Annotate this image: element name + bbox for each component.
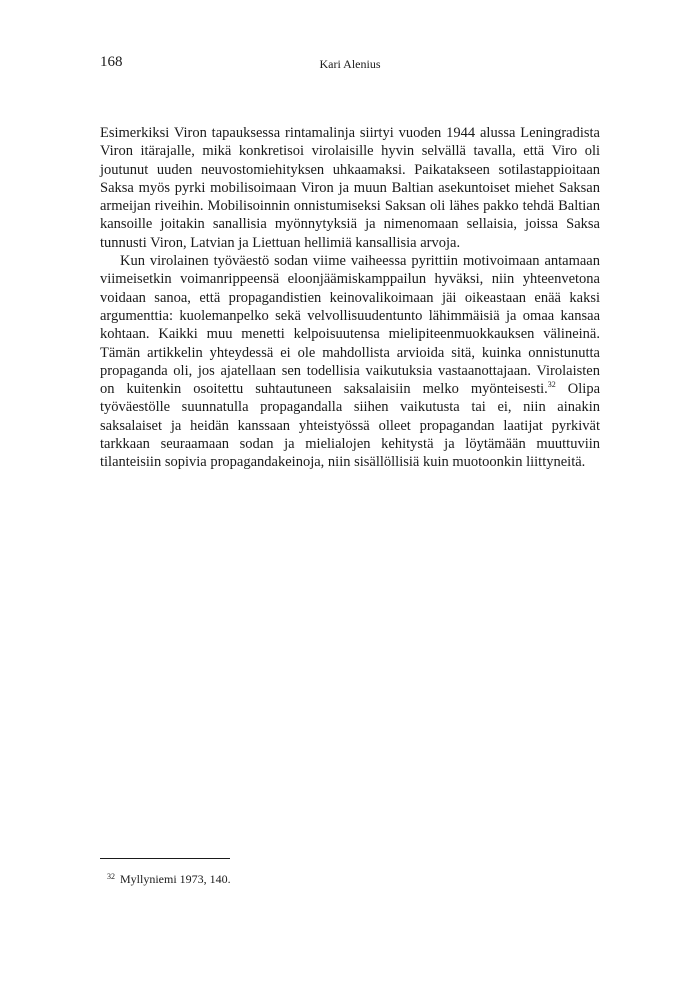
paragraph: Esimerkiksi Viron tapauksessa rintamalinja siirtyi vuoden 1944 alussa Leningradista Viron itärajalle, mikä konkretisoi virolaisille hyvin selvällä tavalla, että Viro oli joutunut uuden neuvostomiehityksen uhkaamaksi. Paikatakseen sotilastappioitaan Saksa myös pyrki mobilisoimaan Viron ja muun Baltian asekuntoiset miehet Saksan armeijan riveihin. Mobilisoinnin onnistumiseksi Saksan oli lähes pakko tehdä Baltian kansoille joitakin sanallisia myönnytyksiä ja nimenomaan sellaisia, joissa Saksa tunnusti Viron, Latvian ja Liettuan hellimiä kansallisia arvoja. [100,125,600,251]
footnote-number: 32 [107,872,115,881]
footnote-divider [100,858,230,859]
footnote-reference: 32 [547,380,556,390]
page-number: 168 [100,54,123,70]
footnote-text: Myllyniemi 1973, 140. [120,872,231,886]
paragraph [100,252,600,472]
running-head: Kari Alenius [319,57,381,71]
body-text [100,124,600,472]
paragraph-text: Kun virolainen työväestö sodan viime vaiheessa pyrittiin motivoimaan antamaan viimeisetkin voimanrippeensä eloonjäämiskamppailun hyväksi, niin yhteenvetona voidaan sanoa, että propagandistien keinovalikoimaan jäi oikeastaan enää kaksi argumenttia: kuolemanpelko sekä velvollisuudentunto lähimmäisiä ja omaa kansaa kohtaan. Kaikki muu menetti kelpoisuutensa mielipiteenmuokkauksen välineinä. Tämän artikkelin yhteydessä ei ole mahdollista arvioida sitä, kuinka onnistunutta propaganda oli, jos ajatellaan sen todellisia vaikutuksia vastaanottajaan. Virolaisten on kuitenkin osoitettu suhtautuneen saksalaisiin melko myönteisesti. [100,253,600,398]
footnote [107,872,231,887]
paragraph-text: Olipa työväestölle suunnatulla propagandalla siihen vaikutusta tai ei, niin ainakin saksalaiset ja heidän kanssaan yhteistyössä olleet propagandan laatijat pyrkivät tarkkaan seuraamaan sodan ja mielialojen kehitystä ja löytämään muuttuviin tilanteisiin sopivia propagandakeinoja, niin sisällöllisiä kuin muotoonkin liittyneitä. [100,381,601,471]
